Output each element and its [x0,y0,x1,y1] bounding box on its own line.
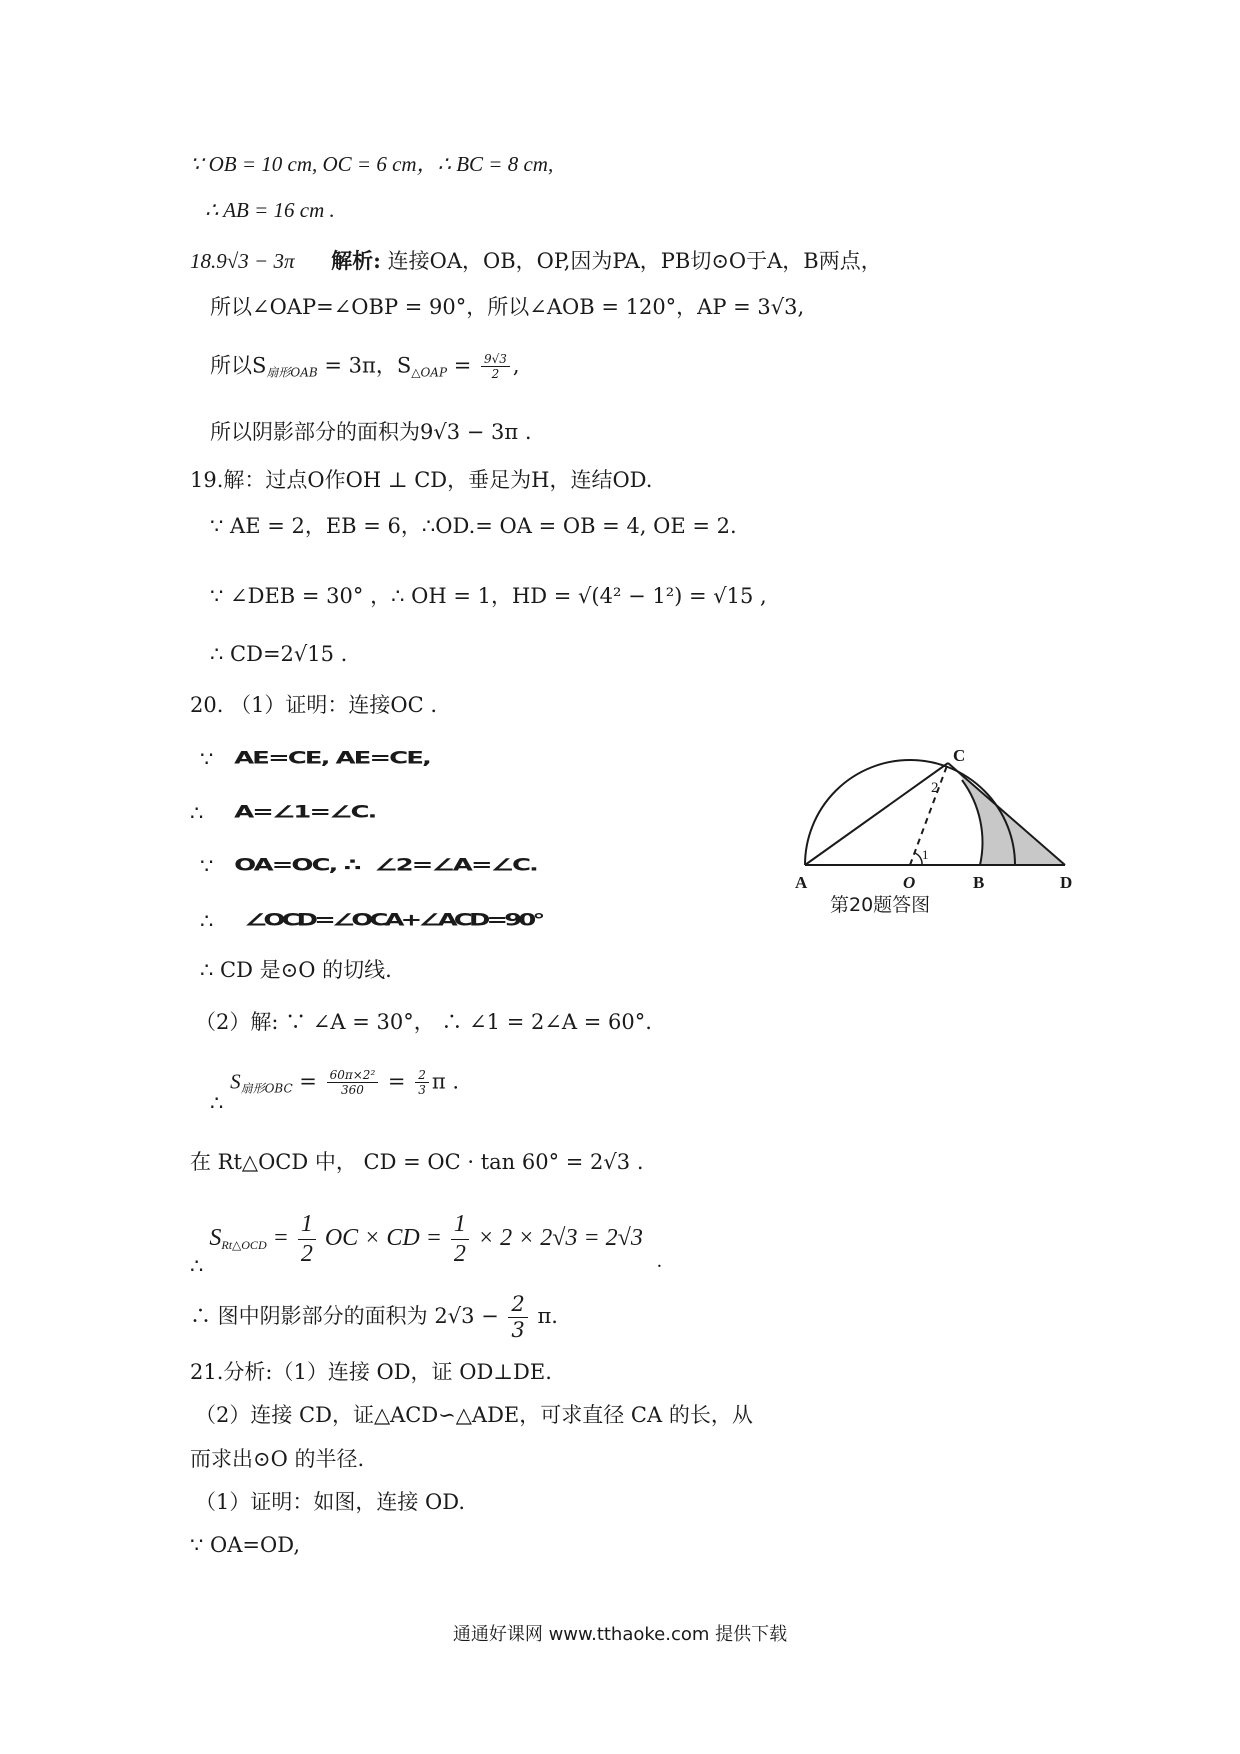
label-C: C [953,746,966,765]
l5-fraction [481,352,510,382]
l20-s: S [209,1224,222,1251]
g2-pre: ∴ [190,801,204,825]
line-9: ∵ ∠DEB = 30° ，∴ OH = 1，HD = √(4² − 1²) = √15 , [210,584,767,608]
l5-eq: = [447,353,472,378]
g4-pre: ∴ [200,909,214,933]
dashed-OC [910,763,948,865]
q20-line: 20. （1）证明：连接OC . [190,693,438,717]
garbled-line-1 [200,743,430,774]
l20-fraction-2 [451,1210,469,1269]
l18-fraction-2 [415,1068,429,1098]
g3-pre: ∵ [200,854,214,878]
line-23: （2）连接 CD，证△ACD∽△ADE，可求直径 CA 的长，从 [195,1403,753,1427]
l5-den: 2 [491,367,500,382]
line-24: 而求出⊙O 的半径. [190,1447,365,1471]
line-20 [190,1210,662,1278]
label-B: B [973,873,985,892]
l5-sub: 扇形OAB [266,365,318,380]
l20-sub: Rt△OCD [221,1237,267,1252]
q21-line: 21.分析:（1）连接 OD，证 OD⊥DE. [190,1360,552,1384]
l20-num: 1 [298,1210,316,1240]
label-angle-2: 2 [931,780,939,796]
q18-line [190,248,882,274]
l21-den: 3 [511,1318,525,1343]
l20-den2: 2 [453,1240,466,1267]
line-8: ∵ AE = 2，EB = 6，∴OD.= OA = OB = 4, OE = 2. [210,514,737,538]
line-10: ∴ CD=2√15 . [210,642,348,666]
garbled-line-2 [190,797,375,828]
l18-num2: 2 [415,1068,429,1083]
footer: 通通好课网 www.tthaoke.com 提供下载 [452,1624,788,1645]
g1-text: AE=CE, AE=CE, [234,748,430,768]
garbled-line-4 [200,905,541,936]
l18-eq2: = [381,1069,406,1094]
q18-label: 解析: [331,248,381,273]
q18-text: 连接OA，OB，OP,因为PA，PB切⊙O于A，B两点， [387,249,882,273]
l20-pre: ∴ [190,1253,204,1278]
line-4: 所以∠OAP=∠OBP = 90°，所以∠AOB = 120°，AP = 3√3, [210,295,805,319]
q19-line: 19.解：过点O作OH ⊥ CD，垂足为H，连结OD. [190,468,653,492]
label-A: A [795,873,808,892]
line-26: ∵ OA=OD, [190,1533,300,1557]
line-2: ∴ AB = 16 cm . [205,198,335,222]
l5-num: 9√3 [481,352,510,367]
g1-pre: ∵ [200,747,214,771]
g4-text: ∠OCD=∠OCA+∠ACD=90° [244,910,542,930]
line-25: （1）证明：如图，连接 OD. [195,1490,466,1514]
q18-answer: 18.9√3 − 3π [190,249,295,273]
garbled-line-3 [200,850,537,881]
label-D: D [1060,873,1073,892]
g2-text: A=∠1=∠C. [234,802,376,822]
angle-mark-1 [915,853,922,865]
l20-b: = [266,1224,295,1251]
l20-den: 2 [300,1240,313,1267]
l5-a: 所以S [210,353,267,378]
label-O: O [903,873,916,892]
l5-end: , [512,353,520,378]
line-16: ∴ CD 是⊙O 的切线. [200,958,392,982]
label-angle-1: 1 [922,847,929,862]
l20-c: OC × CD = [324,1224,448,1251]
line-17: （2）解: ∵ ∠A = 30°， ∴ ∠1 = 2∠A = 60°. [195,1010,652,1034]
line-6: 所以阴影部分的面积为9√3 − 3π . [210,420,532,444]
line-19: 在 Rt△OCD 中， CD = OC · tan 60° = 2√3 . [190,1150,644,1174]
l18-num: 60π×2² [327,1068,379,1083]
g3-text: ∠2=∠A=∠C. [374,855,537,875]
l21-num: 2 [508,1292,527,1318]
line-18 [210,1068,460,1116]
line-1: ∵ OB = 10 cm, OC = 6 cm，∴ BC = 8 cm, [190,152,554,176]
l20-end: . [656,1249,662,1272]
l18-fraction-1 [327,1068,379,1098]
l18-den: 360 [340,1083,364,1098]
l5-b: = 3π，S [317,353,412,378]
g3-mid: OA=OC, ∴ [234,855,360,875]
line-5 [210,352,520,382]
l18-end: π . [431,1069,460,1094]
l18-s: S [230,1069,241,1094]
l20-d: × 2 × 2√3 = 2√3 [477,1224,643,1251]
l5-sub2: △OAP [411,365,448,380]
figure-20 [790,740,1090,924]
l18-pre: ∴ [210,1091,224,1116]
l20-fraction-1 [298,1210,316,1269]
figure-caption: 第20题答图 [830,894,931,916]
l18-sub: 扇形OBC [240,1081,293,1096]
l18-den2: 3 [418,1083,426,1098]
l18-eq: = [292,1069,317,1094]
l20-num2: 1 [451,1210,469,1240]
l21-b: π. [537,1304,558,1329]
line-21 [190,1292,558,1343]
l21-fraction [508,1292,527,1343]
l21-a: ∴ 图中阴影部分的面积为 2√3 − [190,1304,506,1329]
